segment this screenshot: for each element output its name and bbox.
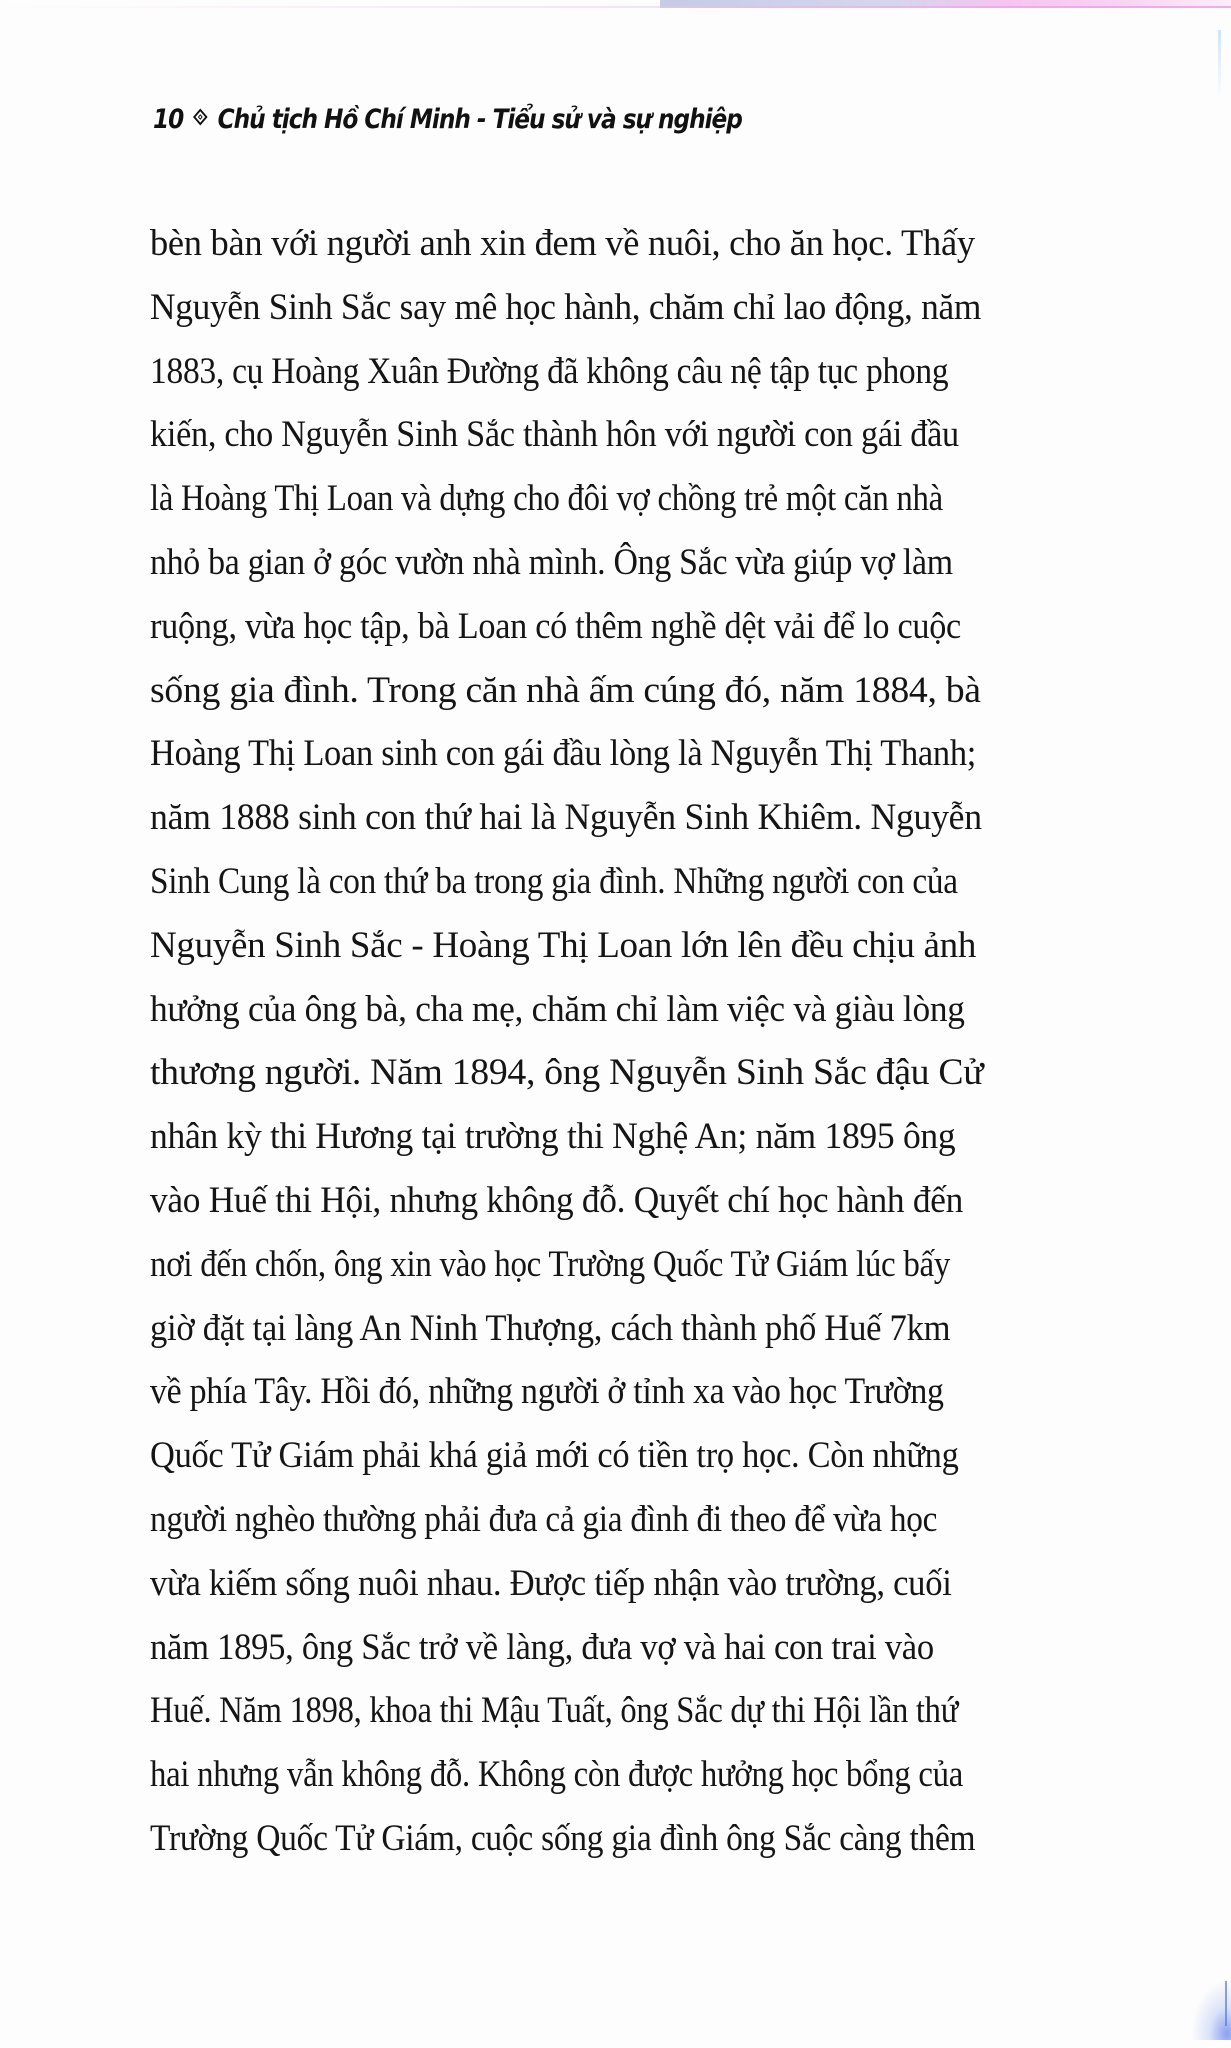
text-line: vào Huế thi Hội, nhưng không đỗ. Quyết chí học hành đến — [150, 1179, 964, 1221]
text-line: 1883, cụ Hoàng Xuân Đường đã không câu nệ tập tục phong — [150, 350, 949, 392]
text-line: hưởng của ông bà, cha mẹ, chăm chỉ làm việc và giàu lòng — [150, 988, 965, 1030]
text-line: Sinh Cung là con thứ ba trong gia đình. Những người con của — [150, 860, 958, 902]
text-line: Huế. Năm 1898, khoa thi Mậu Tuất, ông Sắc dự thi Hội lần thứ — [150, 1690, 959, 1732]
text-line: Hoàng Thị Loan sinh con gái đầu lòng là Nguyễn Thị Thanh; — [150, 733, 977, 775]
text-line: năm 1888 sinh con thứ hai là Nguyễn Sinh Khiêm. Nguyễn — [150, 797, 982, 839]
text-line: vừa kiếm sống nuôi nhau. Được tiếp nhận vào trường, cuối — [150, 1562, 952, 1604]
text-line: kiến, cho Nguyễn Sinh Sắc thành hôn với người con gái đầu — [150, 414, 959, 456]
text-line: hai nhưng vẫn không đỗ. Không còn được hưởng học bổng của — [150, 1754, 964, 1796]
text-line: thương người. Năm 1894, ông Nguyễn Sinh Sắc đậu Cử — [150, 1052, 984, 1094]
text-line: Trường Quốc Tử Giám, cuộc sống gia đình ông Sắc càng thêm — [150, 1817, 976, 1859]
text-line: ruộng, vừa học tập, bà Loan có thêm nghề dệt vải để lo cuộc — [150, 605, 961, 647]
scan-top-edge-line — [0, 6, 1231, 8]
diamond-ornament-icon — [194, 109, 209, 127]
text-line: Nguyễn Sinh Sắc - Hoàng Thị Loan lớn lên đều chịu ảnh — [150, 924, 977, 966]
text-line: nơi đến chốn, ông xin vào học Trường Quốc Tử Giám lúc bấy — [150, 1243, 951, 1285]
page-number: 10 — [153, 104, 184, 135]
scan-right-edge-artifact — [1218, 30, 1221, 100]
text-line: người nghèo thường phải đưa cả gia đình đi theo để vừa học — [150, 1498, 938, 1540]
text-line: là Hoàng Thị Loan và dựng cho đôi vợ chồng trẻ một căn nhà — [150, 478, 943, 520]
scan-corner-line — [1225, 1981, 1227, 2026]
running-title: Chủ tịch Hồ Chí Minh - Tiểu sử và sự nghiệp — [217, 104, 742, 135]
text-line: về phía Tây. Hồi đó, những người ở tỉnh xa vào học Trường — [150, 1371, 944, 1413]
text-line: Quốc Tử Giám phải khá giả mới có tiền trọ học. Còn những — [150, 1435, 959, 1477]
text-line: sống gia đình. Trong căn nhà ấm cúng đó, năm 1884, bà — [150, 669, 981, 711]
text-line: giờ đặt tại làng An Ninh Thượng, cách thành phố Huế 7km — [150, 1307, 951, 1349]
text-line: nhỏ ba gian ở góc vườn nhà mình. Ông Sắc vừa giúp vợ làm — [150, 541, 953, 583]
text-line: năm 1895, ông Sắc trở về làng, đưa vợ và hai con trai vào — [150, 1626, 934, 1668]
body-paragraph — [150, 212, 1130, 1871]
text-line: Nguyễn Sinh Sắc say mê học hành, chăm chỉ lao động, năm — [150, 286, 982, 328]
text-line: bèn bàn với người anh xin đem về nuôi, cho ăn học. Thấy — [150, 223, 975, 264]
text-line: nhân kỳ thi Hương tại trường thi Nghệ An; năm 1895 ông — [150, 1116, 956, 1158]
running-header — [153, 104, 742, 135]
